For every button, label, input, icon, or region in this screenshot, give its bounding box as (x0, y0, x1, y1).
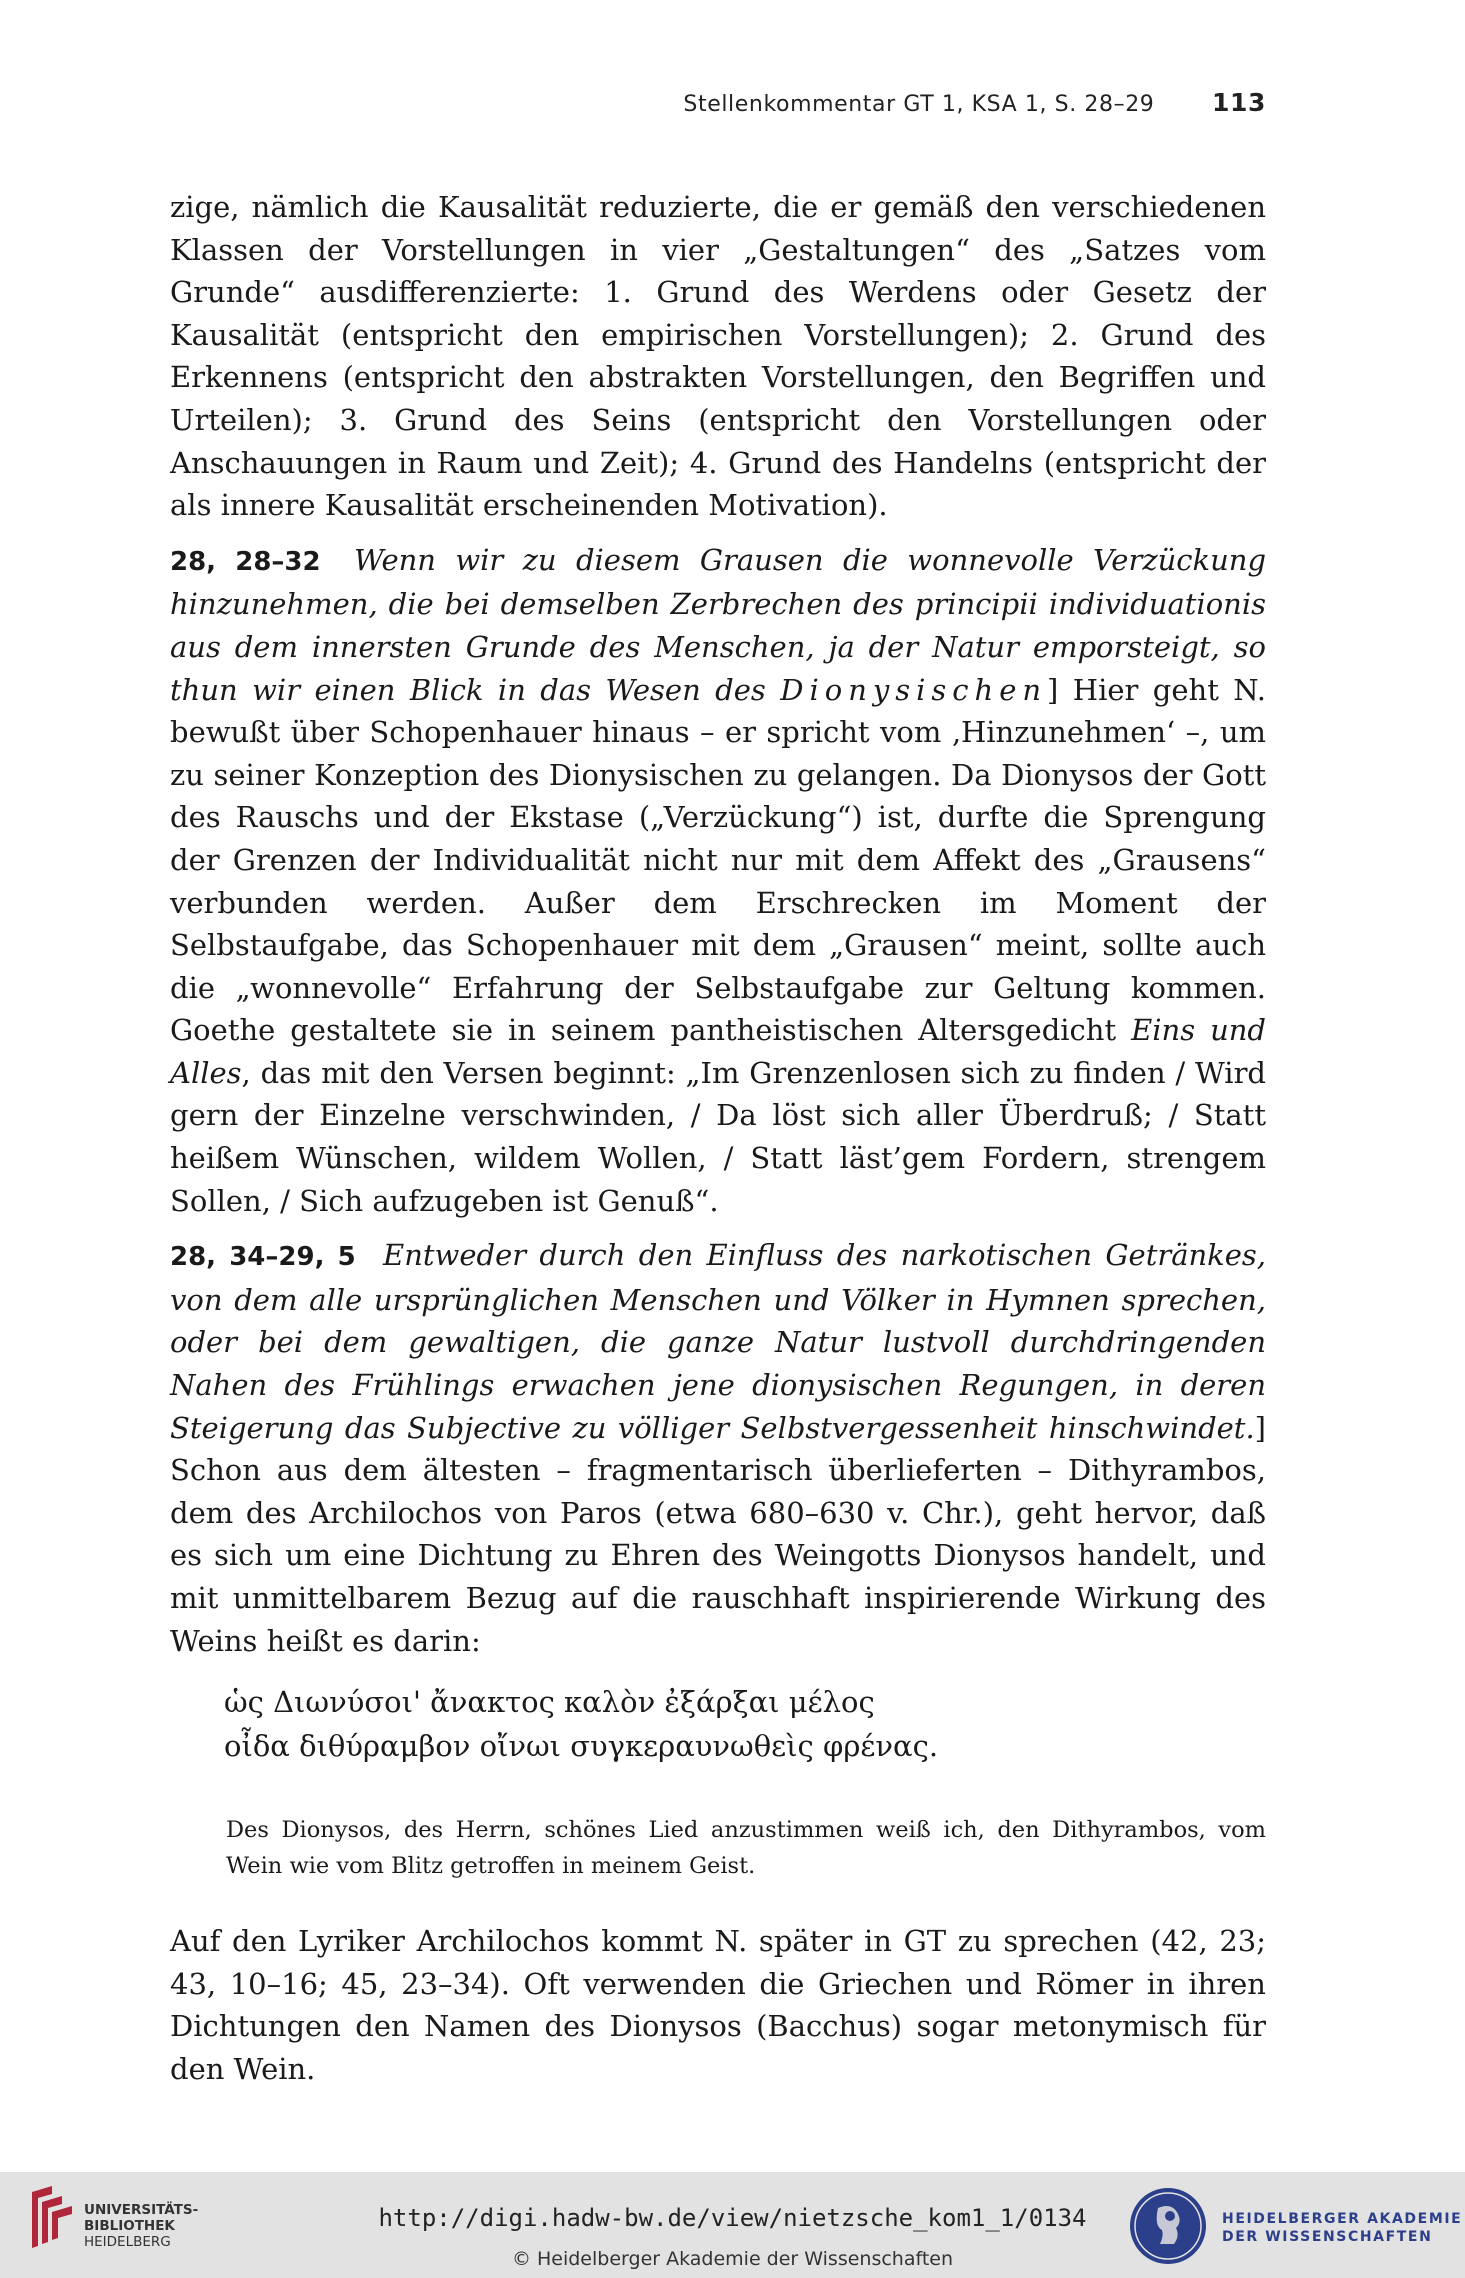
running-head (170, 88, 1266, 117)
running-title: Stellenkommentar GT 1, KSA 1, S. 28–29 (683, 92, 1155, 117)
commentary-entry-2 (170, 1234, 1266, 1662)
poem-title: Eins und Alles (170, 1013, 1266, 1090)
closing-paragraph: Auf den Lyriker Archilochos kommt N. später in GT zu sprechen (42, 23; 43, 10–16; 45, 23–34). Oft verwenden die Griechen und Römer in ihren Dichtungen den Namen des Dionysos (Bacchus) sogar metonymisch für den Wein. (170, 1924, 1266, 2086)
commentary-entry-1 (170, 539, 1266, 1223)
academy-name-line: HEIDELBERGER AKADEMIE (1222, 2211, 1463, 2227)
verse-translation: Des Dionysos, des Herrn, schönes Lied anzustimmen weiß ich, den Dithyrambos, vom Wein wie vom Blitz getroffen in meinem Geist. (226, 1817, 1266, 1880)
lemma-bracket: ] (1254, 1410, 1266, 1445)
page-number: 113 (1212, 88, 1266, 117)
library-name-line: BIBLIOTHEK (84, 2218, 175, 2234)
entry-reference: 28, 28–32 (170, 546, 321, 577)
entry-lemma: Entweder durch den Einfluss des narkotischen Getränkes, von dem alle ursprünglichen Menschen und Völker in Hymnen sprechen, oder bei dem gewaltigen, die ganze Natur lustvoll durchdringenden Nahen des Frühlings erwachen jene dionysischen Regungen, in deren Steigerung das Subjective zu völliger Selbstvergessenheit hinschwindet. (170, 1238, 1267, 1445)
entry-commentary: Hier geht N. bewußt über Schopenhauer hinaus – er spricht vom ‚Hinzunehmen‘ –, um zu seiner Konzeption des Dionysischen zu gelangen. Da Dionysos der Gott des Rauschs und der Ekstase („Verzückung“) ist, durfte die Sprengung der Grenzen der Individualität nicht nur mit dem Affekt des „Grausens“ verbunden werden. Außer dem Erschrecken im Moment der Selbstaufgabe, das Schopenhauer mit dem „Grausen“ meint, sollte auch die „wonnevolle“ Erfahrung der Selbstaufgabe zur Geltung kommen. Goethe gestaltete sie in seinem pantheistischen Altersgedicht (170, 672, 1267, 1048)
entry-commentary-end: , das mit den Versen beginnt: „Im Grenzenlosen sich zu finden / Wird gern der Einzelne verschwinden, / Da löst sich aller Überdruß; / Statt heißem Wünschen, wildem Wollen, / Statt läst’gem Fordern, strengem Sollen, / Sich aufzugeben ist Genuß“. (170, 1055, 1266, 1218)
entry-reference: 28, 34–29, 5 (170, 1242, 356, 1273)
entry-commentary: Schon aus dem ältesten – fragmentarisch überlieferten – Dithyrambos, dem des Archilochos von Paros (etwa 680–630 v. Chr.), geht hervor, daß es sich um eine Dichtung zu Ehren des Weingotts Dionysos handelt, und mit unmittelbarem Bezug auf die rauschhaft inspirierende Wirkung des Weins heißt es darin: (170, 1453, 1266, 1658)
lemma-bracket: ] (1047, 672, 1059, 707)
greek-verse (224, 1680, 1266, 1768)
verse-line: οἶδα διθύραμβον οἴνωι συγκεραυνωθεὶς φρένας. (224, 1729, 939, 1764)
footer-bar (0, 2172, 1465, 2278)
copyright-notice: © Heidelberger Akademie der Wissenschaften (511, 2248, 954, 2270)
text-block (170, 186, 1266, 2103)
library-name-line: HEIDELBERG (84, 2234, 171, 2250)
entry-lemma: Wenn wir zu diesem Grausen die wonnevolle Verzückung hinzunehmen, die bei demselben Zerbrechen des principii individuationis aus dem innersten Grunde des Menschen, ja der Natur emporsteigt, so thun wir einen Blick in das Wesen des (170, 542, 1267, 707)
academy-name-line: DER WISSENSCHAFTEN (1222, 2229, 1433, 2245)
academy-seal-icon (1128, 2186, 1208, 2266)
entry-lemma-spaced: Dionysischen (780, 672, 1048, 707)
academy-name (1222, 2210, 1462, 2246)
source-url-link[interactable]: http://digi.hadw-bw.de/view/nietzsche_kom1_1/0134 (378, 2204, 1087, 2232)
library-name-line: UNIVERSITÄTS- (84, 2202, 199, 2218)
verse-line: ὡς Διωνύσοι' ἄνακτος καλὸν ἐξάρξαι μέλος (224, 1685, 875, 1720)
paragraph-continuation: zige, nämlich die Kausalität reduzierte, die er gemäß den verschiedenen Klassen der Vorstellungen in vier „Gestaltungen“ des „Satzes vom Grunde“ ausdifferenzierte: 1. Grund des Werdens oder Gesetz der Kausalität (entspricht den empirischen Vorstellungen); 2. Grund des Erkennens (entspricht den abstrakten Vorstellungen, den Begriffen und Urteilen); 3. Grund des Seins (entspricht den Vorstellungen oder Anschauungen in Raum und Zeit); 4. Grund des Handelns (entspricht der als innere Kausalität erscheinenden Motivation). (170, 190, 1266, 523)
